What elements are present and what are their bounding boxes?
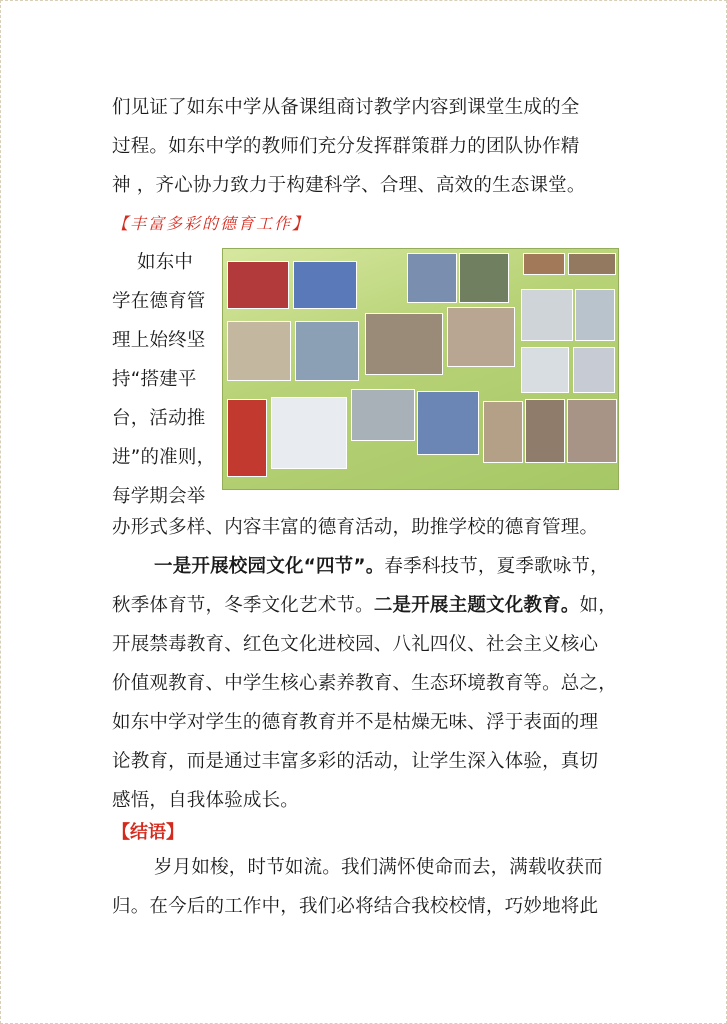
paragraph-line: 办形式多样、内容丰富的德育活动，助推学校的德育管理。 (112, 517, 599, 538)
display-board-photo (222, 248, 619, 490)
paragraph-line: 开展禁毒教育、红色文化进校园、八礼四仪、社会主义核心 (112, 634, 599, 655)
bold-phrase: 一是开展校园文化“四节”。 (154, 556, 385, 577)
text-phrase: 春季科技节，夏季歌咏节， (384, 556, 609, 577)
text-phrase: 如， (579, 595, 617, 616)
text-phrase: 秋季体育节，冬季文化艺术节。 (112, 595, 374, 616)
paragraph-line: 理上始终坚 (112, 330, 206, 351)
paragraph-line: 神 ，齐心协力致力于构建科学、合理、高效的生态课堂。 (112, 175, 586, 196)
section-heading-moral-education: 【丰富多彩的德育工作】 (112, 214, 311, 233)
paragraph-line: 过程。如东中学的教师们充分发挥群策群力的团队协作精 (112, 136, 580, 157)
paragraph-line: 持“搭建平 (112, 369, 197, 390)
paragraph-line: 们见证了如东中学从备课组商讨教学内容到课堂生成的全 (112, 97, 580, 118)
paragraph-line: 每学期会举 (112, 486, 206, 507)
bold-phrase: 二是开展主题文化教育。 (373, 595, 580, 616)
paragraph-line: 如东中 (137, 252, 194, 273)
paragraph-line: 如东中学对学生的德育教育并不是枯燥无味、浮于表面的理 (112, 712, 599, 733)
paragraph-line: 进”的准则， (112, 447, 216, 468)
paragraph-line (112, 586, 617, 625)
paragraph-line: 论教育，而是通过丰富多彩的活动，让学生深入体验，真切 (112, 751, 599, 772)
paragraph-line: 台，活动推 (112, 408, 206, 429)
paragraph-line: 学在德育管 (112, 291, 206, 312)
section-heading-conclusion: 【结语】 (112, 822, 184, 843)
paragraph-line: 归。在今后的工作中，我们必将结合我校校情，巧妙地将此 (112, 896, 599, 917)
paragraph-line: 感悟，自我体验成长。 (112, 790, 300, 811)
paragraph-line (154, 547, 654, 586)
paragraph-line: 岁月如梭，时节如流。我们满怀使命而去，满载收获而 (154, 857, 603, 878)
paragraph-line: 价值观教育、中学生核心素养教育、生态环境教育等。总之， (112, 673, 617, 694)
